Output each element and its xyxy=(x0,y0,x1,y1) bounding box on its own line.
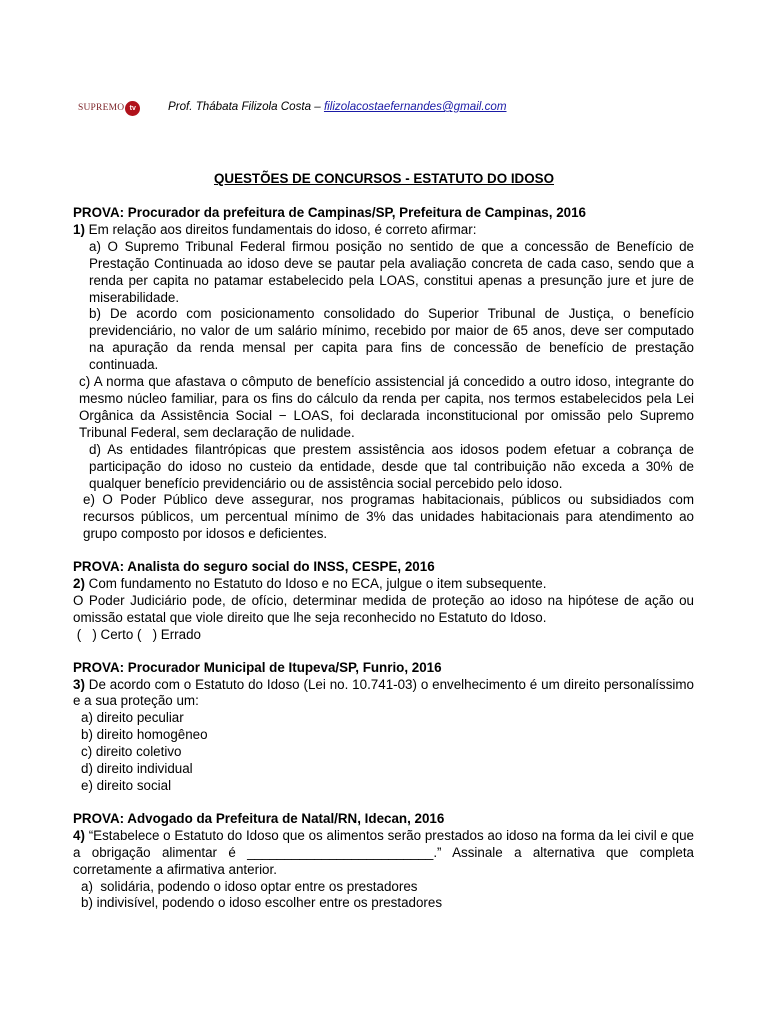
question-number-4: 4) xyxy=(73,827,85,843)
question-stem-3: 3) De acordo com o Estatuto do Idoso (Lei no. 10.741-03) o envelhecimento é um direito personalíssimo e a sua proteção um: xyxy=(73,676,694,709)
option-3a: a) direito peculiar xyxy=(81,710,184,726)
option-1e: e) O Poder Público deve assegurar, nos programas habitacionais, públicos ou subsidiados com recursos públicos, um percentual mínimo de 3% das unidades habitacionais para atendimento ao grupo composto por idosos e deficientes. xyxy=(83,492,694,542)
option-4a: a) solidária, podendo o idoso optar entre os prestadores xyxy=(81,878,418,894)
question-number-2: 2) xyxy=(73,576,85,592)
question-number-1: 1) xyxy=(73,221,85,237)
option-1c: c) A norma que afastava o cômputo de benefício assistencial já concedido a outro idoso, integrante do mesmo núcleo familiar, para os fins do cálculo da renda per capita, nos termos estabelecidos pela Lei Orgânica da Assistência Social − LOAS, foi declarada inconstitucional por omissão pelo Supremo Tribunal Federal, sem declaração de nulidade. xyxy=(79,374,694,440)
logo-text: SUPREMO xyxy=(78,103,125,113)
answer-choices-2: ( ) Certo ( ) Errado xyxy=(73,626,201,642)
option-4b: b) indivisível, podendo o idoso escolher entre os prestadores xyxy=(81,895,443,911)
page-title: QUESTÕES DE CONCURSOS - ESTATUTO DO IDOSO xyxy=(213,171,554,186)
question-stem-4: 4) “Estabelece o Estatuto do Idoso que os alimentos serão prestados ao idoso na forma da lei civil e que a obrigação alimentar é _________________________.” Assinale a alternativa que completa corretamente a afirmativa anterior. xyxy=(73,827,694,877)
option-1d: d) As entidades filantrópicas que prestem assistência aos idosos podem efetuar a cobrança de participação do idoso no custeio da entidade, desde que tal contribuição não exceda a 30% de qualquer benefício previdenciário ou de assistência social percebido pelo idoso. xyxy=(89,441,694,491)
exam-header-3: PROVA: Procurador Municipal de Itupeva/SP, Funrio, 2016 xyxy=(73,659,442,675)
option-1b: b) De acordo com posicionamento consolidado do Superior Tribunal de Justiça, o benefício previdenciário, no valor de um salário mínimo, recebido por maior de 65 anos, deve ser computado na apuração da renda mensal per capita para fins de concessão de benefício de prestação continuada. xyxy=(89,306,694,373)
option-3b: b) direito homogêneo xyxy=(81,727,208,743)
exam-header-4: PROVA: Advogado da Prefeitura de Natal/RN, Idecan, 2016 xyxy=(73,810,445,826)
author-name: Prof. Thábata Filizola Costa – xyxy=(168,100,324,113)
question-number-3: 3) xyxy=(73,676,85,692)
question-stem-1: 1) Em relação aos direitos fundamentais do idoso, é correto afirmar: xyxy=(73,221,477,237)
exam-header-2: PROVA: Analista do seguro social do INSS, CESPE, 2016 xyxy=(73,559,435,575)
option-3d: d) direito individual xyxy=(81,761,193,777)
questions-body xyxy=(73,205,694,912)
option-3c: c) direito coletivo xyxy=(81,744,182,760)
author-line xyxy=(168,100,507,113)
question-stem-2: 2) Com fundamento no Estatuto do Idoso e no ECA, julgue o item subsequente. xyxy=(73,576,547,592)
question-statement-2: O Poder Judiciário pode, de ofício, determinar medida de proteção ao idoso na hipótese de ação ou omissão estatal que viole direito que lhe seja reconhecido no Estatuto do Idoso. xyxy=(73,592,694,625)
email-link[interactable]: filizolacostaefernandes@gmail.com xyxy=(323,100,507,113)
option-3e: e) direito social xyxy=(81,778,172,793)
option-1a: a) O Supremo Tribunal Federal firmou posição no sentido de que a concessão de Benefício de Prestação Continuada ao idoso deve se pautar pela avaliação concreta de cada caso, sendo que a renda per capita no patamar estabelecido pela LOAS, constitui apenas a presunção jure et jure de miserabilidade. xyxy=(89,238,694,305)
exam-header-1: PROVA: Procurador da prefeitura de Campinas/SP, Prefeitura de Campinas, 2016 xyxy=(73,205,586,220)
tv-badge-icon: tv xyxy=(125,101,140,116)
supremo-tv-logo xyxy=(78,92,158,124)
